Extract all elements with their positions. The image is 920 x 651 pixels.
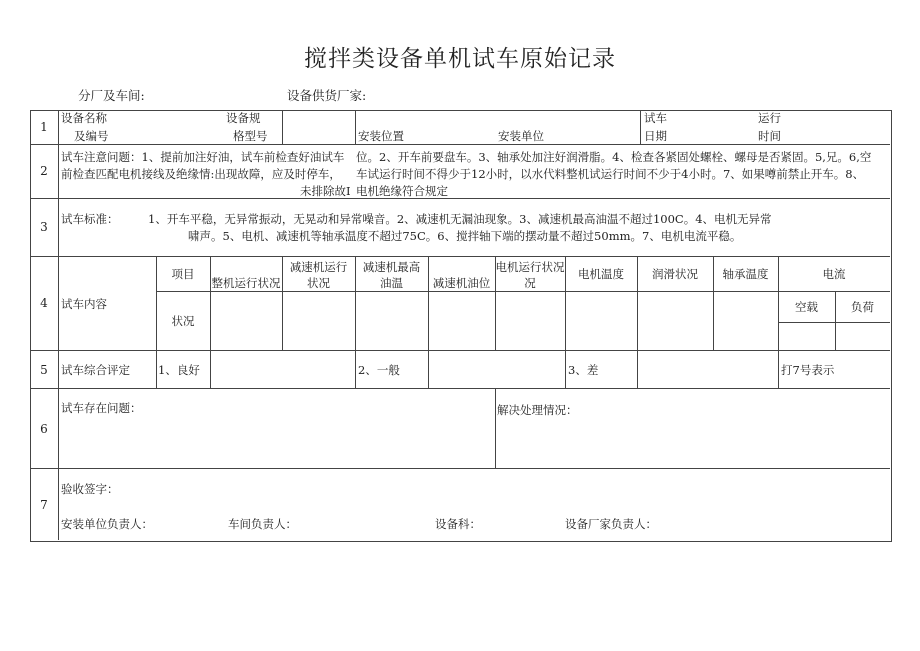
cell-divider — [156, 291, 890, 292]
col-divider — [495, 388, 496, 468]
header-load: 负荷 — [851, 300, 874, 314]
col-divider — [355, 110, 356, 144]
col-divider — [640, 110, 641, 144]
install-unit-label: 安装单位 — [498, 129, 544, 143]
overall-evaluation-label: 试车综合评定 — [61, 363, 130, 377]
rating-poor: 3、差 — [568, 363, 599, 377]
solution-label: 解决处理情况： — [497, 403, 578, 417]
col-divider — [428, 256, 429, 350]
header-bearing-temp: 轴承温度 — [722, 267, 769, 281]
header-reducer-oil-temp: 减速机最高 — [362, 260, 421, 274]
row-number: 2 — [40, 164, 48, 178]
trial-content-label: 试车内容 — [61, 297, 107, 311]
header-no-load: 空载 — [795, 300, 818, 314]
header-lubrication: 润滑状况 — [652, 267, 698, 281]
trial-problems-label: 试车存在问题： — [61, 401, 142, 415]
run-time-label: 时间 — [758, 129, 781, 143]
row-number: 6 — [40, 422, 48, 436]
model-number-label: 格型号 — [233, 129, 268, 143]
row-number: 7 — [40, 498, 48, 512]
header-motor-run: 电机运行状况 — [495, 260, 565, 274]
header-reducer-run-2: 状况 — [307, 276, 330, 290]
trial-notes-line-2a: 前检查匹配电机接线及绝缘情:出现故障，应及时停车， — [61, 167, 341, 181]
trial-standard-line-1: 1、开车平稳，无异常振动，无晃动和异常噪音。2、减速机无漏油现象。3、减速机最高油温不超过100C。4、电机无异常 — [148, 212, 772, 226]
trial-notes-line-1a: 试车注意问题：1、提前加注好油，试车前检查好油试车 — [61, 150, 345, 164]
col-divider — [210, 256, 211, 350]
rating-good: 1、良好 — [158, 363, 200, 377]
workshop-label: 分厂及车间: — [78, 88, 145, 103]
row-divider — [30, 198, 890, 199]
acceptance-sign-label: 验收签字： — [61, 482, 119, 496]
header-reducer-run: 减速机运行 — [289, 260, 348, 274]
header-overall-run: 整机运行状况 — [211, 276, 281, 290]
col-divider — [210, 350, 211, 388]
status-label: 状况 — [171, 314, 195, 328]
equipment-model-label: 设备规 — [226, 111, 261, 125]
col-divider — [156, 350, 157, 388]
trial-standard-label: 试车标准： — [61, 212, 119, 226]
supplier-label: 设备供货厂家: — [287, 88, 367, 103]
serial-number-label: 及编号 — [74, 129, 109, 143]
row-divider — [30, 144, 890, 145]
row-divider — [30, 388, 890, 389]
row-number: 1 — [40, 120, 48, 134]
equipment-name-label: 设备名称 — [61, 111, 107, 125]
equipment-dept-label: 设备科： — [435, 517, 481, 531]
header-current: 电流 — [822, 267, 846, 281]
trial-standard-line-2: 啸声。5、电机、减速机等轴承温度不超过75C。6、搅拌轴下端的摆动量不超过50mm。7、电机电流平稳。 — [188, 229, 742, 243]
trial-notes-line-1b: 位。2、开车前要盘车。3、轴承处加注好润滑脂。4、检查各紧固处螺栓、螺母是否紧固。5,兄。6,空 — [356, 150, 872, 164]
row-divider — [30, 256, 890, 257]
cell-divider — [778, 322, 890, 323]
trial-label: 试车 — [644, 111, 667, 125]
manufacturer-head-label: 设备厂家负责人： — [565, 517, 657, 531]
item-label: 项目 — [171, 267, 195, 281]
col-divider — [58, 110, 59, 540]
header-motor-temp: 电机温度 — [578, 267, 624, 281]
trial-notes-line-2b: 车试运行时间不得少于12小时，以水代料整机试运行时间不少于4小时。7、如果噂前禁止开车。8、 — [356, 167, 865, 181]
trial-date-label: 日期 — [644, 129, 667, 143]
rating-mark-note: 打7号表示 — [781, 363, 835, 377]
col-divider — [637, 350, 638, 388]
install-unit-head-label: 安装单位负责人： — [61, 517, 153, 531]
install-position-label: 安装位置 — [358, 129, 404, 143]
trial-notes-line-3a: 未排除故I — [300, 184, 351, 198]
col-divider — [355, 350, 356, 388]
row-number: 3 — [40, 220, 48, 234]
record-table — [30, 110, 892, 542]
header-motor-run-2: 况 — [524, 276, 536, 290]
col-divider — [778, 350, 779, 388]
run-label: 运行 — [758, 111, 781, 125]
row-divider — [30, 350, 890, 351]
trial-notes-line-3b: 电机绝缘符合规定 — [356, 184, 448, 198]
header-reducer-oil-level: 减速机油位 — [432, 276, 491, 290]
col-divider — [565, 350, 566, 388]
col-divider — [282, 110, 283, 144]
page-title: 搅拌类设备单机试车原始记录 — [304, 46, 616, 72]
row-number: 4 — [40, 296, 48, 310]
row-number: 5 — [40, 363, 48, 377]
rating-normal: 2、一般 — [358, 363, 400, 377]
header-reducer-oil-temp-2: 油温 — [380, 276, 403, 290]
workshop-head-label: 车间负责人： — [228, 517, 297, 531]
col-divider — [428, 350, 429, 388]
row-divider — [30, 468, 890, 469]
